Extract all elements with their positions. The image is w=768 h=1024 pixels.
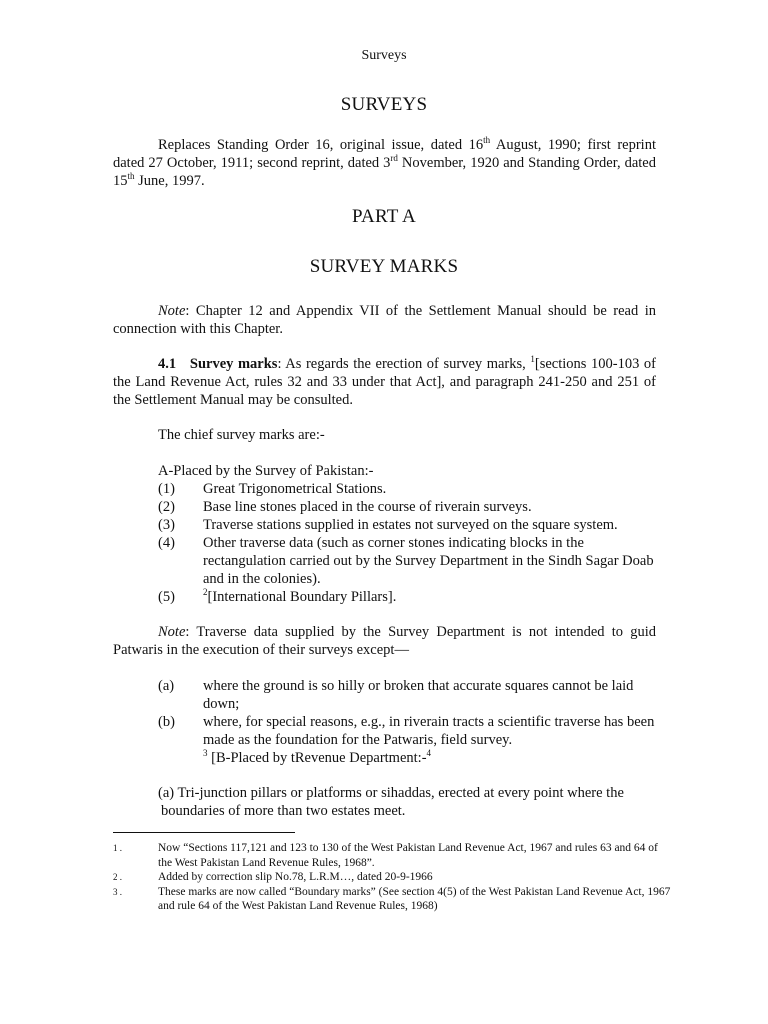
replaces-text-4: June, 1997. — [134, 173, 205, 189]
list-item-text: where, for special reasons, e.g., in riverain tracts a scientific traverse has been made as the foundation for the Patwaris, field survey. — [203, 714, 655, 748]
page-title: SURVEYS — [340, 94, 428, 115]
exceptions-list — [158, 677, 658, 749]
footnote-ref: 4 — [426, 748, 432, 758]
list-item — [158, 498, 658, 516]
footnote — [113, 841, 673, 870]
note-paragraph-1 — [113, 302, 656, 338]
list-item-number: (1) — [158, 481, 175, 497]
list-item-number: (5) — [158, 589, 175, 605]
replaces-paragraph — [113, 136, 656, 190]
survey-of-pakistan-heading: A-Placed by the Survey of Pakistan:- — [158, 463, 374, 479]
note-text: : Chapter 12 and Appendix VII of the Settlement Manual should be read in connection with this Chapter. — [113, 303, 656, 337]
note-label: Note — [158, 303, 186, 319]
footnote — [113, 885, 673, 914]
replaces-text-2: August, 1990; first reprint dated 27 October, 1911; second reprint, dated 3 — [113, 137, 656, 171]
replaces-sup-3: th — [127, 171, 135, 181]
list-item-text: where the ground is so hilly or broken that accurate squares cannot be laid down; — [203, 678, 634, 712]
list-item-number: (b) — [158, 714, 175, 730]
list-item-number: (2) — [158, 499, 175, 515]
footnote-text: Added by correction slip No.78, L.R.M…, dated 20-9-1966 — [158, 871, 433, 883]
tri-junction-line-2: boundaries of more than two estates meet. — [161, 803, 406, 819]
replaces-sup-1: th — [483, 135, 491, 145]
replaces-text-1: Replaces Standing Order 16, original issue, dated 16 — [158, 137, 484, 153]
paragraph-4-1 — [113, 355, 656, 409]
footnote — [113, 870, 673, 885]
replaces-text-3: November, 1920 and Standing Order, dated 15 — [113, 155, 656, 189]
footnote-ref: 1 — [530, 354, 535, 364]
list-item-number: (a) — [158, 678, 175, 694]
list-item — [158, 480, 658, 498]
list-item — [158, 677, 658, 713]
footnote-text: These marks are now called “Boundary marks” (See section 4(5) of the West Pakistan Land Revenue Act, 1967 and rule 64 of the West Pakistan Land Revenue Rules, 1968) — [158, 885, 671, 912]
running-head: Surveys — [361, 48, 407, 63]
survey-marks-list — [158, 480, 658, 606]
revenue-department-heading — [203, 749, 663, 767]
footnote-mark: 2 . — [113, 872, 122, 882]
part-heading: PART A — [352, 206, 416, 227]
paragraph-number: 4.1 — [158, 356, 177, 372]
footnote-ref: 3 — [203, 748, 208, 758]
footnote-ref: 2 — [203, 587, 208, 597]
tri-junction-line-1: (a) Tri-junction pillars or platforms or sihaddas, erected at every point where the — [158, 785, 624, 801]
list-item — [158, 534, 658, 588]
footnote-divider — [113, 832, 295, 833]
list-item-text: Great Trigonometrical Stations. — [203, 481, 387, 497]
list-item-text: Traverse stations supplied in estates not surveyed on the square system. — [203, 517, 618, 533]
list-item — [158, 516, 658, 534]
footnote-mark: 3 . — [113, 886, 122, 897]
footnotes — [113, 841, 673, 914]
note-paragraph-2 — [113, 623, 656, 659]
list-item — [158, 713, 658, 749]
list-item — [158, 588, 658, 606]
list-item-text: Base line stones placed in the course of riverain surveys. — [203, 499, 532, 515]
list-item-number: (3) — [158, 517, 175, 533]
section-heading: SURVEY MARKS — [309, 256, 459, 277]
list-item-number: (4) — [158, 535, 175, 551]
list-item-text: Other traverse data (such as corner stones indicating blocks in the rectangulation carried out by the Survey Department in the Sindh Sagar Doab and in the colonies). — [203, 535, 654, 587]
note-label: Note — [158, 624, 186, 640]
paragraph-text-1: : As regards the erection of survey marks, — [277, 356, 531, 372]
footnote-text: Now “Sections 117,121 and 123 to 130 of the West Pakistan Land Revenue Act, 1967 and rules 63 and 64 of the West Pakistan Land Revenue Rules, 1968”. — [158, 842, 658, 869]
note-text: : Traverse data supplied by the Survey Department is not intended to guid Patwaris in the execution of their surveys except— — [113, 624, 656, 658]
paragraph-text-2: [sections 100-103 of the Land Revenue Act, rules 32 and 33 under that Act], and paragraph 241-250 and 251 of the Settlement Manual may be consulted. — [113, 356, 656, 408]
list-item-text: [International Boundary Pillars]. — [207, 589, 397, 605]
paragraph-title: Survey marks — [189, 356, 278, 372]
replaces-sup-2: rd — [390, 153, 398, 163]
chief-marks-intro: The chief survey marks are:- — [158, 427, 325, 443]
revenue-department-text: [B-Placed by tRevenue Department:- — [207, 750, 427, 766]
footnote-mark: 1 . — [113, 843, 122, 853]
